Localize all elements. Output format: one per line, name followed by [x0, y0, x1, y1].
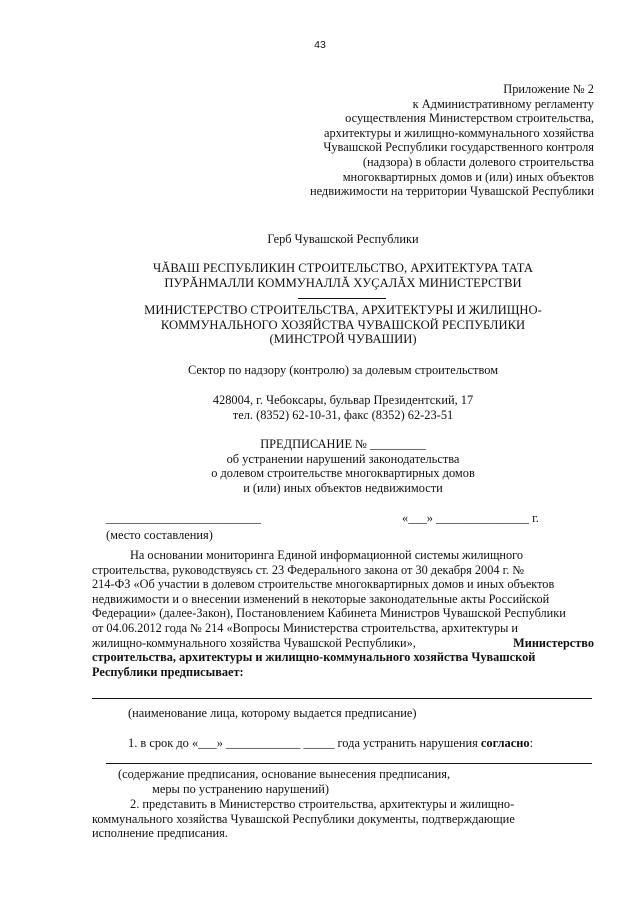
- item-1: [128, 736, 533, 751]
- ministry-russian-line: КОММУНАЛЬНОГО ХОЗЯЙСТВА ЧУВАШСКОЙ РЕСПУБЛИКИ: [160, 317, 526, 332]
- address-line: 428004, г. Чебоксары, бульвар Президентский, 17: [212, 393, 474, 407]
- paragraph-line: от 04.06.2012 года № 214 «Вопросы Министерства строительства, архитектуры и: [92, 620, 519, 635]
- appendix-line: архитектуры и жилищно-коммунального хозяйства: [323, 125, 594, 140]
- appendix-line: осуществления Министерством строительства,: [345, 111, 594, 126]
- appendix-line: к Административному регламенту: [412, 96, 594, 111]
- ministry-russian: [92, 303, 594, 347]
- ministry-chuvash: [92, 261, 594, 290]
- order-title-line: о долевом строительстве многоквартирных домов: [211, 466, 475, 481]
- item-1-label-line: (содержание предписания, основание вынесения предписания,: [118, 767, 451, 781]
- item-1-text: 1. в срок до «___» ____________ _____ года устранить нарушения: [128, 736, 478, 750]
- ministry-russian-line: (МИНСТРОЙ ЧУВАШИИ): [269, 332, 417, 347]
- sector-name: Сектор по надзору (контролю) за долевым строительством: [187, 363, 499, 377]
- appendix-line: (надзора) в области долевого строительства: [362, 154, 594, 169]
- header-divider: [298, 298, 386, 299]
- recipient-label: (наименование лица, которому выдается предписание): [128, 706, 417, 720]
- paragraph-line: строительства, руководствуясь ст. 23 Федерального закона от 30 декабря 2004 г. №: [92, 562, 525, 577]
- contacts-line: тел. (8352) 62-10-31, факс (8352) 62-23-51: [232, 407, 454, 422]
- appendix-block: [254, 82, 594, 199]
- item-1-colon: :: [529, 736, 534, 750]
- paragraph-line: Федерации» (далее-Закон), Постановлением Кабинета Министров Чувашской Республики: [92, 606, 566, 621]
- paragraph-line: [92, 636, 594, 651]
- item-2-line: исполнение предписания.: [92, 826, 228, 841]
- basis-paragraph: [92, 548, 594, 679]
- item-1-bold: согласно: [480, 736, 530, 750]
- appendix-line: недвижимости на территории Чувашской Республики: [309, 184, 594, 199]
- emblem-caption: Герб Чувашской Республики: [267, 232, 419, 246]
- date-blank: «___» _______________ г.: [402, 511, 539, 525]
- paragraph-bold-line: строительства, архитектуры и жилищно-коммунального хозяйства Чувашской: [92, 650, 536, 665]
- paragraph-line: На основании мониторинга Единой информационной системы жилищного: [130, 548, 524, 562]
- place-blank: _________________________: [106, 511, 261, 525]
- page-number: 43: [314, 39, 326, 51]
- item-2: [92, 797, 594, 841]
- item-1-label-line: меры по устранению нарушений): [152, 781, 330, 796]
- ministry-russian-line: МИНИСТЕРСТВО СТРОИТЕЛЬСТВА, АРХИТЕКТУРЫ И ЖИЛИЩНО-: [144, 303, 542, 317]
- paragraph-line: 214-ФЗ «Об участии в долевом строительстве многоквартирных домов и иных объектов: [92, 577, 555, 592]
- recipient-blank-line: [92, 698, 592, 699]
- appendix-line: Чувашской Республики государственного контроля: [323, 140, 594, 155]
- ministry-chuvash-line: ПУРĂНМАЛЛИ КОММУНАЛЛĂ ХУÇАЛĂХ МИНИСТЕРСТВИ: [164, 275, 522, 290]
- prescribes-bold: Республики предписывает:: [92, 664, 244, 679]
- item-2-line: 2. представить в Министерство строительства, архитектуры и жилищно-: [130, 797, 515, 811]
- paragraph-line-text: жилищно-коммунального хозяйства Чувашской Республики»,: [92, 635, 416, 650]
- ministry-name-bold: Министерство: [513, 635, 594, 650]
- order-title: [92, 437, 594, 495]
- item-2-line: коммунального хозяйства Чувашской Республики документы, подтверждающие: [92, 811, 515, 826]
- appendix-line: Приложение № 2: [503, 82, 594, 96]
- order-title-line: об устранении нарушений законодательства: [226, 451, 460, 466]
- appendix-line: многоквартирных домов и (или) иных объектов: [342, 169, 594, 184]
- item-1-label: [118, 767, 450, 796]
- order-title-number: ПРЕДПИСАНИЕ № _________: [260, 437, 426, 451]
- place-label: (место составления): [106, 528, 213, 542]
- order-title-line: и (или) иных объектов недвижимости: [243, 480, 443, 495]
- violations-blank-line: [106, 763, 592, 764]
- address-block: [92, 393, 594, 422]
- ministry-chuvash-line: ЧĂВАШ РЕСПУБЛИКИН СТРОИТЕЛЬСТВО, АРХИТЕКТУРА ТАТА: [153, 261, 533, 275]
- paragraph-line: недвижимости и о внесении изменений в некоторые законодательные акты Российской: [92, 591, 550, 606]
